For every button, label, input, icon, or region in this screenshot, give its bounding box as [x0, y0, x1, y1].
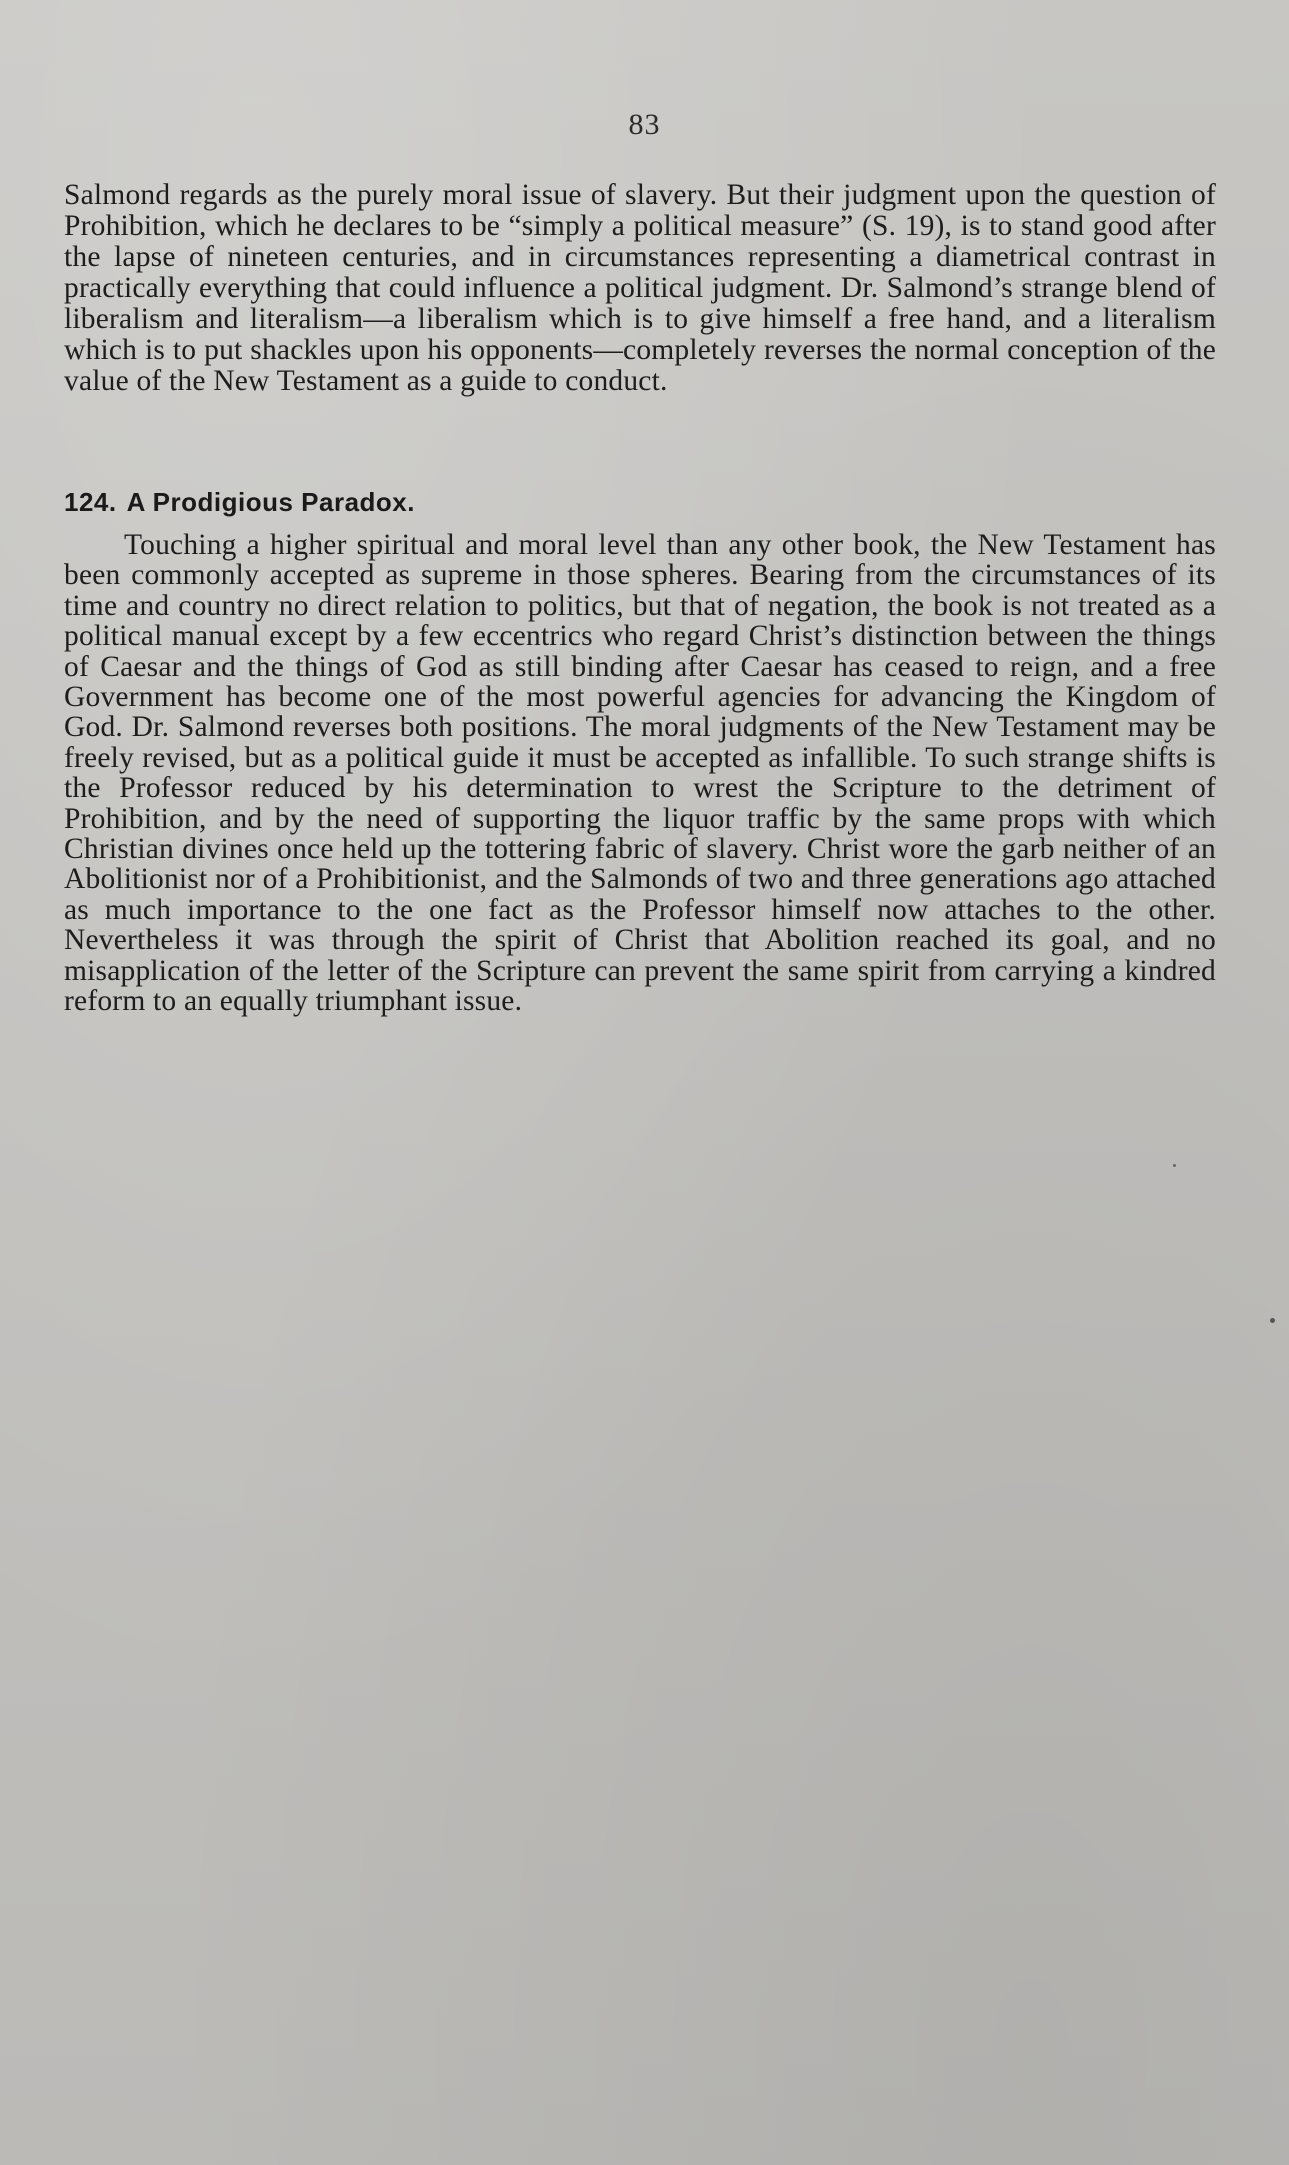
- section-number: 124.: [64, 487, 117, 517]
- section-paragraph: Touching a higher spiritual and moral level than any other book, the New Testament has been commonly accepted as supreme in those spheres. Bearing from the circumstances of its time and country no direct relation to politics, but that of negation, the book is not treated as a political manual except by a few eccentrics who regard Christ’s distinction between the things of Caesar and the things of God as still binding after Caesar has ceased to reign, and a free Government has become one of the most powerful agencies for advancing the Kingdom of God. Dr. Salmond reverses both positions. The moral judgments of the New Testament may be freely revised, but as a political guide it must be accepted as infallible. To such strange shifts is the Professor reduced by his determination to wrest the Scripture to the detriment of Prohibition, and by the need of supporting the liquor traffic by the same props with which Christian divines once held up the tottering fabric of slavery. Christ wore the garb neither of an Abolitionist nor of a Prohibitionist, and the Salmonds of two and three generations ago attached as much importance to the one fact as the Professor himself now attaches to the other. Nevertheless it was through the spirit of Christ that Abolition reached its goal, and no misapplication of the letter of the Scripture can prevent the same spirit from carrying a kindred reform to an equally triumphant issue.: [64, 529, 1216, 1018]
- section-heading: [64, 487, 415, 518]
- intro-paragraph-block: [64, 180, 1216, 397]
- paper-speck: [1270, 1318, 1275, 1323]
- section-title: A Prodigious Paradox.: [126, 487, 415, 517]
- intro-paragraph: Salmond regards as the purely moral issue of slavery. But their judgment upon the question of Prohibition, which he declares to be “simply a political measure” (S. 19), is to stand good after the lapse of nineteen centuries, and in circumstances representing a diametrical contrast in practically everything that could influence a political judgment. Dr. Salmond’s strange blend of liberalism and literalism—a liberalism which is to give himself a free hand, and a literalism which is to put shackles upon his opponents—completely reverses the normal conception of the value of the New Testament as a guide to conduct.: [64, 179, 1216, 397]
- paper-speck: [1173, 1164, 1176, 1167]
- section-paragraph-block: [64, 530, 1216, 1017]
- page-number: 83: [628, 108, 661, 141]
